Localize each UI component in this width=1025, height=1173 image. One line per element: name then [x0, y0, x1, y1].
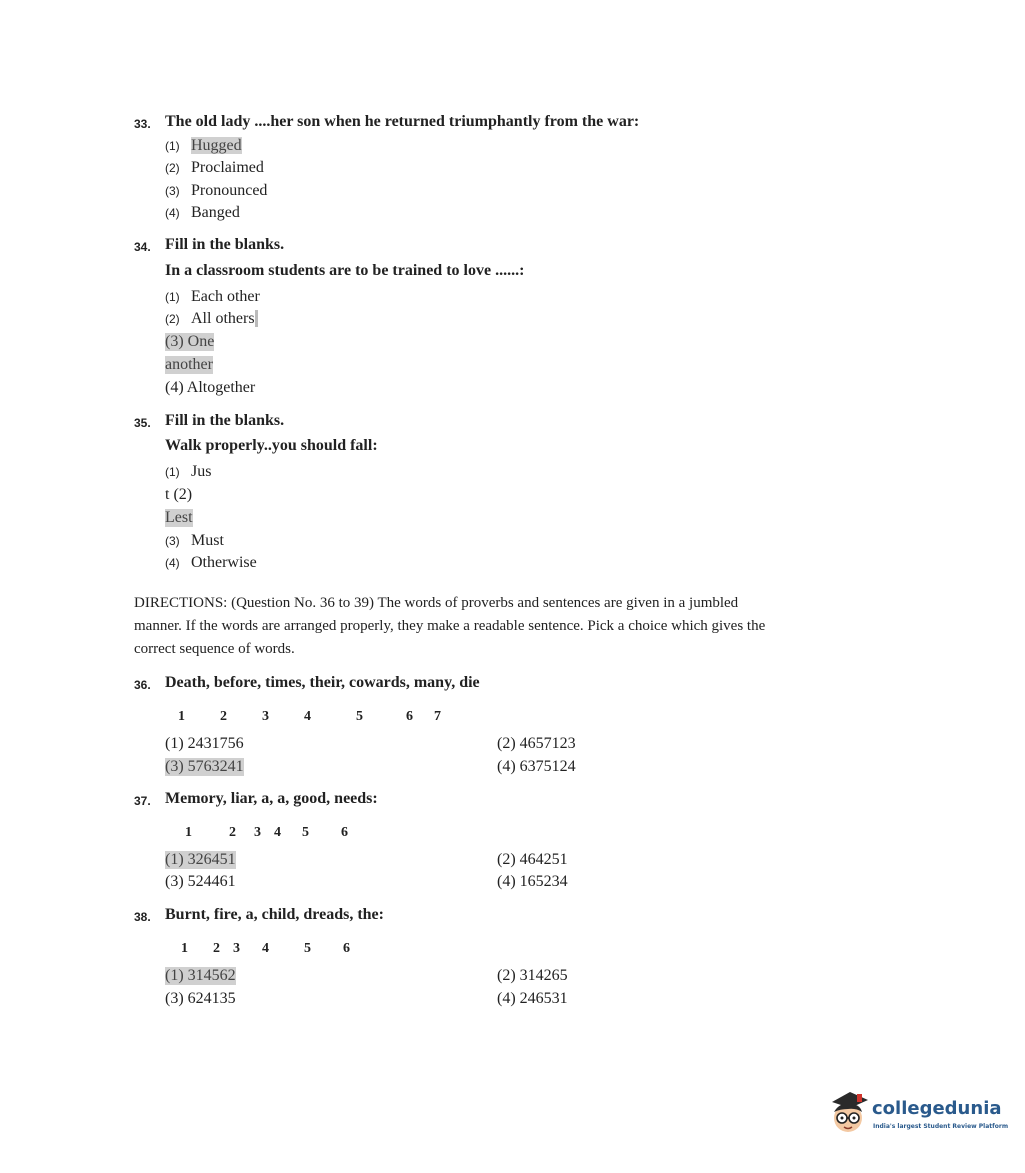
option: (4) Altogether: [165, 379, 256, 396]
question-text: Fill in the blanks.: [165, 412, 285, 429]
option: (4) 246531: [497, 990, 568, 1007]
word-number: 2: [220, 709, 227, 724]
word-number: 4: [274, 825, 281, 840]
directions-line: DIRECTIONS: (Question No. 36 to 39) The words of proverbs and sentences are given in a jumbled: [134, 595, 739, 611]
word-number: 2: [229, 825, 236, 840]
option: (3) Must: [165, 532, 224, 549]
option: (1) Jus: [165, 463, 212, 480]
word-number: 6: [406, 709, 413, 724]
word-number: 4: [304, 709, 311, 724]
option: (4) 165234: [497, 873, 568, 890]
option: (2) Proclaimed: [165, 159, 264, 176]
question-text: Burnt, fire, a, child, dreads, the:: [165, 906, 384, 923]
question-number: 36.: [134, 678, 151, 692]
question-number: 37.: [134, 794, 151, 808]
option: t (2): [165, 486, 193, 503]
question-text: The old lady ....her son when he returned triumphantly from the war:: [165, 113, 640, 130]
directions-line: correct sequence of words.: [134, 641, 295, 657]
word-number: 2: [213, 941, 220, 956]
option: (1) Each other: [165, 288, 260, 305]
word-number: 1: [178, 709, 185, 724]
word-number: 3: [233, 941, 240, 956]
option: (4) Otherwise: [165, 554, 257, 571]
option: (4) Banged: [165, 204, 240, 221]
question-subtext: In a classroom students are to be trained to love ......:: [165, 262, 525, 279]
option: (3) 524461: [165, 873, 236, 890]
option: (1) Hugged: [165, 137, 242, 154]
option: (2) 4657123: [497, 735, 576, 752]
word-number: 3: [254, 825, 261, 840]
logo-name: collegedunia: [872, 1098, 1002, 1119]
option: another: [165, 356, 213, 373]
word-number: 3: [262, 709, 269, 724]
question-number: 35.: [134, 416, 151, 430]
option: (3) 624135: [165, 990, 236, 1007]
logo-tagline: India's largest Student Review Platform: [873, 1123, 1009, 1130]
word-number: 5: [302, 825, 309, 840]
option: (2) 314265: [497, 967, 568, 984]
word-number: 1: [185, 825, 192, 840]
question-number: 33.: [134, 117, 151, 131]
word-number: 5: [304, 941, 311, 956]
question-text: Death, before, times, their, cowards, many, die: [165, 674, 480, 691]
option: (3) One: [165, 333, 215, 350]
mascot-icon: [826, 1088, 870, 1138]
word-number: 6: [343, 941, 350, 956]
option: (3) 5763241: [165, 758, 244, 775]
question-number: 38.: [134, 910, 151, 924]
option: (4) 6375124: [497, 758, 576, 775]
collegedunia-logo: [826, 1088, 1009, 1138]
question-text: Fill in the blanks.: [165, 236, 285, 253]
word-number: 7: [434, 709, 441, 724]
question-number: 34.: [134, 240, 151, 254]
word-number: 6: [341, 825, 348, 840]
question-subtext: Walk properly..you should fall:: [165, 437, 378, 454]
option: (3) Pronounced: [165, 182, 268, 199]
option: Lest: [165, 509, 193, 526]
option: (2) 464251: [497, 851, 568, 868]
directions-line: manner. If the words are arranged properly, they make a readable sentence. Pick a choice which gives the: [134, 618, 766, 634]
option: (1) 326451: [165, 851, 236, 868]
directions: [134, 592, 765, 661]
word-number: 1: [181, 941, 188, 956]
question-text: Memory, liar, a, a, good, needs:: [165, 790, 378, 807]
word-number: 5: [356, 709, 363, 724]
option: (2) All others: [165, 310, 258, 328]
option: (1) 314562: [165, 967, 236, 984]
word-number: 4: [262, 941, 269, 956]
option: (1) 2431756: [165, 735, 244, 752]
